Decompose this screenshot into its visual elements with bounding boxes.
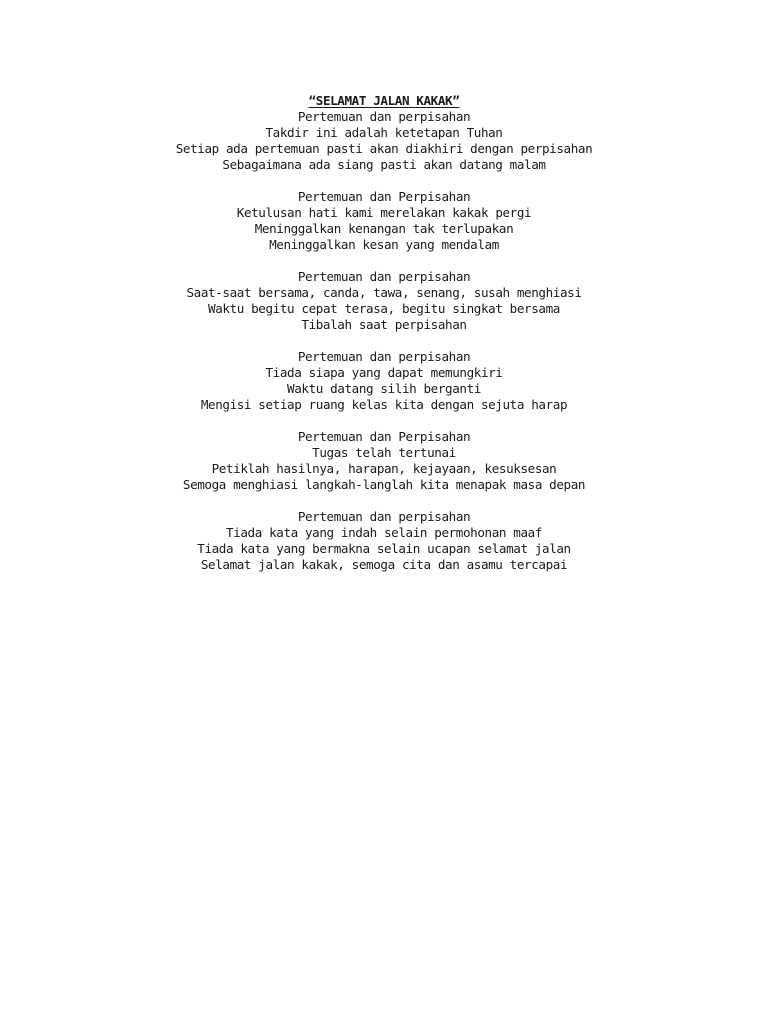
poem-title: “SELAMAT JALAN KAKAK” — [308, 93, 460, 108]
stanza-3 — [0, 269, 768, 333]
poem-line: Ketulusan hati kami merelakan kakak pergi — [236, 205, 532, 220]
poem-line: Selamat jalan kakak, semoga cita dan asamu tercapai — [200, 557, 568, 572]
poem — [0, 93, 768, 589]
poem-line: Meninggalkan kenangan tak terlupakan — [254, 221, 514, 236]
poem-line: Takdir ini adalah ketetapan Tuhan — [265, 125, 503, 140]
poem-line: Waktu datang silih berganti — [287, 381, 481, 396]
poem-line: Pertemuan dan perpisahan — [297, 109, 471, 124]
poem-line: Pertemuan dan perpisahan — [297, 269, 471, 284]
poem-line: Pertemuan dan perpisahan — [297, 509, 471, 524]
poem-line: Tiada siapa yang dapat memungkiri — [265, 365, 503, 380]
poem-line: Pertemuan dan perpisahan — [297, 349, 471, 364]
poem-line: Mengisi setiap ruang kelas kita dengan sejuta harap — [200, 397, 568, 412]
stanza-5 — [0, 429, 768, 493]
poem-line: Waktu begitu cepat terasa, begitu singkat bersama — [208, 301, 560, 316]
poem-line: Petiklah hasilnya, harapan, kejayaan, kesuksesan — [211, 461, 557, 476]
poem-line: Semoga menghiasi langkah-langlah kita menapak masa depan — [182, 477, 586, 492]
poem-line: Sebagaimana ada siang pasti akan datang malam — [222, 157, 546, 172]
poem-line: Tugas telah tertunai — [312, 445, 456, 460]
stanza-2 — [0, 189, 768, 253]
stanza-1 — [0, 109, 768, 173]
poem-line: Pertemuan dan Perpisahan — [297, 189, 471, 204]
poem-line: Meninggalkan kesan yang mendalam — [269, 237, 499, 252]
stanza-6 — [0, 509, 768, 573]
stanza-4 — [0, 349, 768, 413]
poem-line: Tibalah saat perpisahan — [301, 317, 467, 332]
poem-line: Tiada kata yang indah selain permohonan maaf — [225, 525, 542, 540]
poem-line: Pertemuan dan Perpisahan — [297, 429, 471, 444]
poem-line: Setiap ada pertemuan pasti akan diakhiri dengan perpisahan — [175, 141, 593, 156]
poem-line: Tiada kata yang bermakna selain ucapan selamat jalan — [197, 541, 571, 556]
poem-line: Saat-saat bersama, canda, tawa, senang, susah menghiasi — [186, 285, 582, 300]
